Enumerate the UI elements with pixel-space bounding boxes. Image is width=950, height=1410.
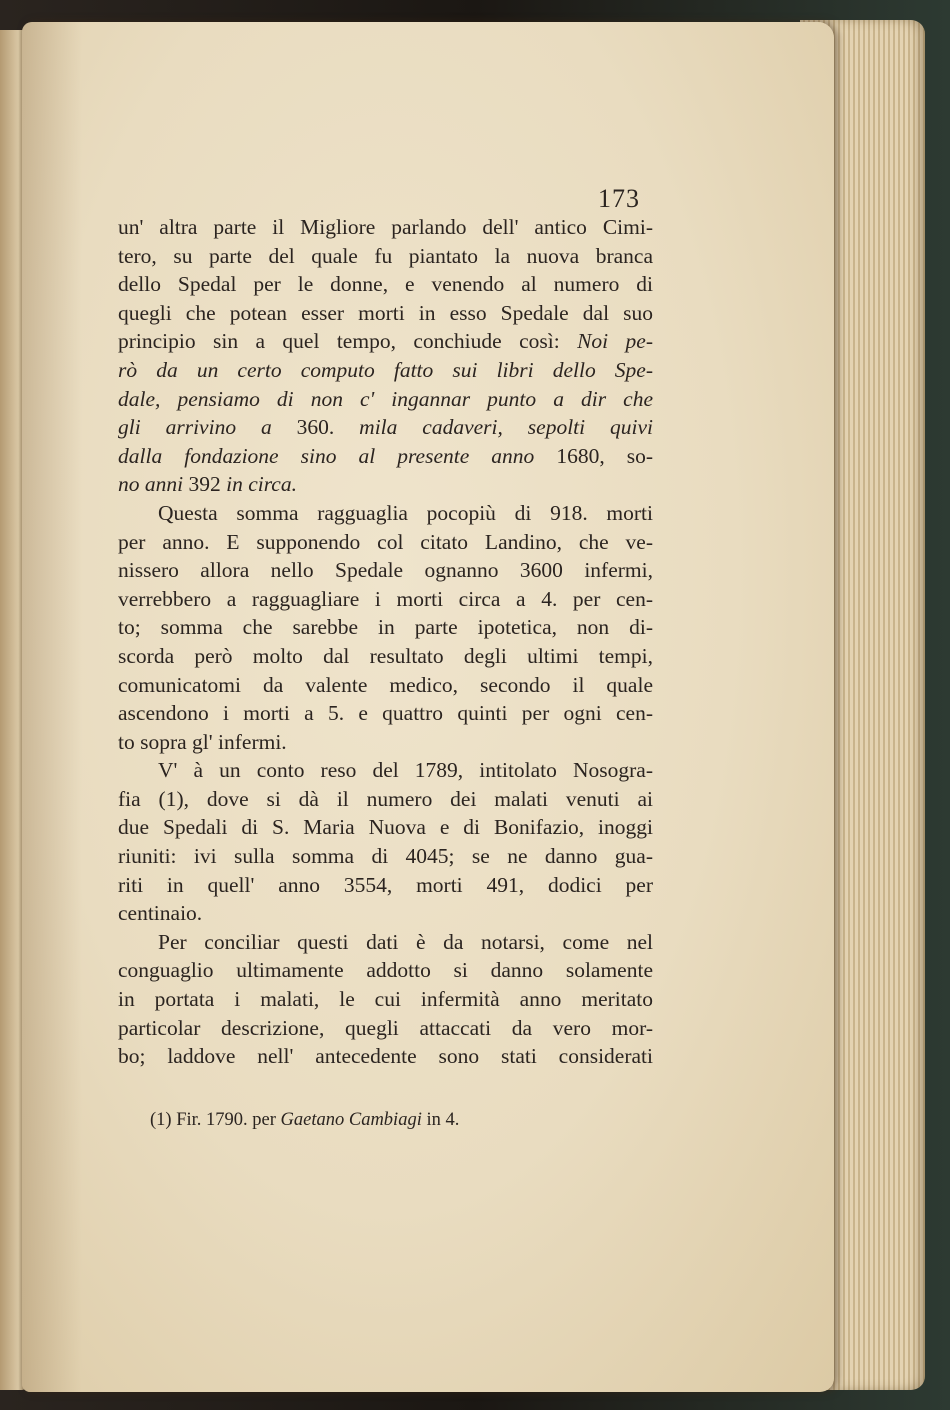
quote-run: dalla fondazione sino al presente anno	[118, 443, 535, 468]
text-line: comunicatomi da valente medico, secondo il quale	[118, 672, 653, 697]
text-line	[118, 327, 653, 356]
text-line: un' altra parte il Migliore parlando dell' antico Cimi-	[118, 215, 653, 239]
quote-run: mila cadaveri, sepolti quivi	[359, 415, 654, 440]
quote-run: no anni	[118, 472, 184, 497]
quote-run: gli arrivino a	[118, 415, 272, 440]
quote-line	[118, 442, 653, 471]
number-run: 1680, so-	[556, 443, 654, 468]
quote-line: dale, pensiamo di non c' ingannar punto a dir che	[118, 386, 653, 411]
text-line: per anno. E supponendo col citato Landino, che ve-	[118, 529, 653, 554]
text-line: due Spedali di S. Maria Nuova e di Bonifazio, inoggi	[118, 815, 653, 840]
text-line: tero, su parte del quale fu piantato la nuova branca	[118, 243, 653, 268]
text-line: verrebbero a ragguagliare i morti circa a 4. per cen-	[118, 586, 653, 611]
text-run: principio sin a quel tempo, conchiude così:	[118, 329, 560, 354]
text-line: to; somma che sarebbe in parte ipotetica, non di-	[118, 615, 653, 640]
text-line: dello Spedal per le donne, e venendo al numero di	[118, 272, 653, 297]
paragraph-start: V' à un conto reso del 1789, intitolato Nosogra-	[158, 758, 653, 783]
quote-line: rò da un certo computo fatto sui libri dello Spe-	[118, 357, 653, 382]
quote-run: in circa.	[226, 472, 297, 497]
quote-line	[118, 470, 653, 499]
gutter-stain	[22, 22, 82, 1392]
text-line: conguaglio ultimamente addotto si danno solamente	[118, 958, 653, 983]
text-line: scorda però molto dal resultato degli ultimi tempi,	[118, 643, 653, 668]
number-run: 360.	[296, 415, 335, 440]
text-line: quegli che potean esser morti in esso Spedale dal suo	[118, 300, 653, 325]
text-line: in portata i malati, le cui infermità anno meritato	[118, 987, 653, 1012]
text-line: particolar descrizione, quegli attaccati da vero mor-	[118, 1015, 653, 1040]
page-number: 173	[598, 184, 640, 213]
text-line: ascendono i morti a 5. e quattro quinti per ogni cen-	[118, 701, 653, 726]
text-line: to sopra gl' infermi.	[118, 729, 287, 754]
quote-line	[118, 413, 653, 442]
text-line: riuniti: ivi sulla somma di 4045; se ne danno gua-	[118, 844, 653, 869]
footnote-author: Gaetano Cambiagi	[280, 1110, 422, 1130]
text-line: bo; laddove nell' antecedente sono stati considerati	[118, 1044, 653, 1069]
footnote-prefix: (1) Fir. 1790. per	[150, 1110, 276, 1130]
footnote-suffix: in 4.	[426, 1110, 460, 1130]
quote-run: Noi pe-	[577, 329, 653, 354]
body-text	[118, 213, 653, 1071]
text-line: centinaio.	[118, 901, 203, 926]
footnote	[150, 1110, 459, 1131]
paragraph-start: Questa somma ragguaglia pocopiù di 918. morti	[158, 500, 653, 525]
paragraph-start: Per conciliar questi dati è da notarsi, come nel	[158, 929, 653, 954]
text-line: riti in quell' anno 3554, morti 491, dodici per	[118, 872, 653, 897]
number-run: 392	[188, 472, 221, 497]
text-line: nissero allora nello Spedale ognanno 3600 infermi,	[118, 558, 653, 583]
text-line: fia (1), dove si dà il numero dei malati venuti ai	[118, 786, 653, 811]
